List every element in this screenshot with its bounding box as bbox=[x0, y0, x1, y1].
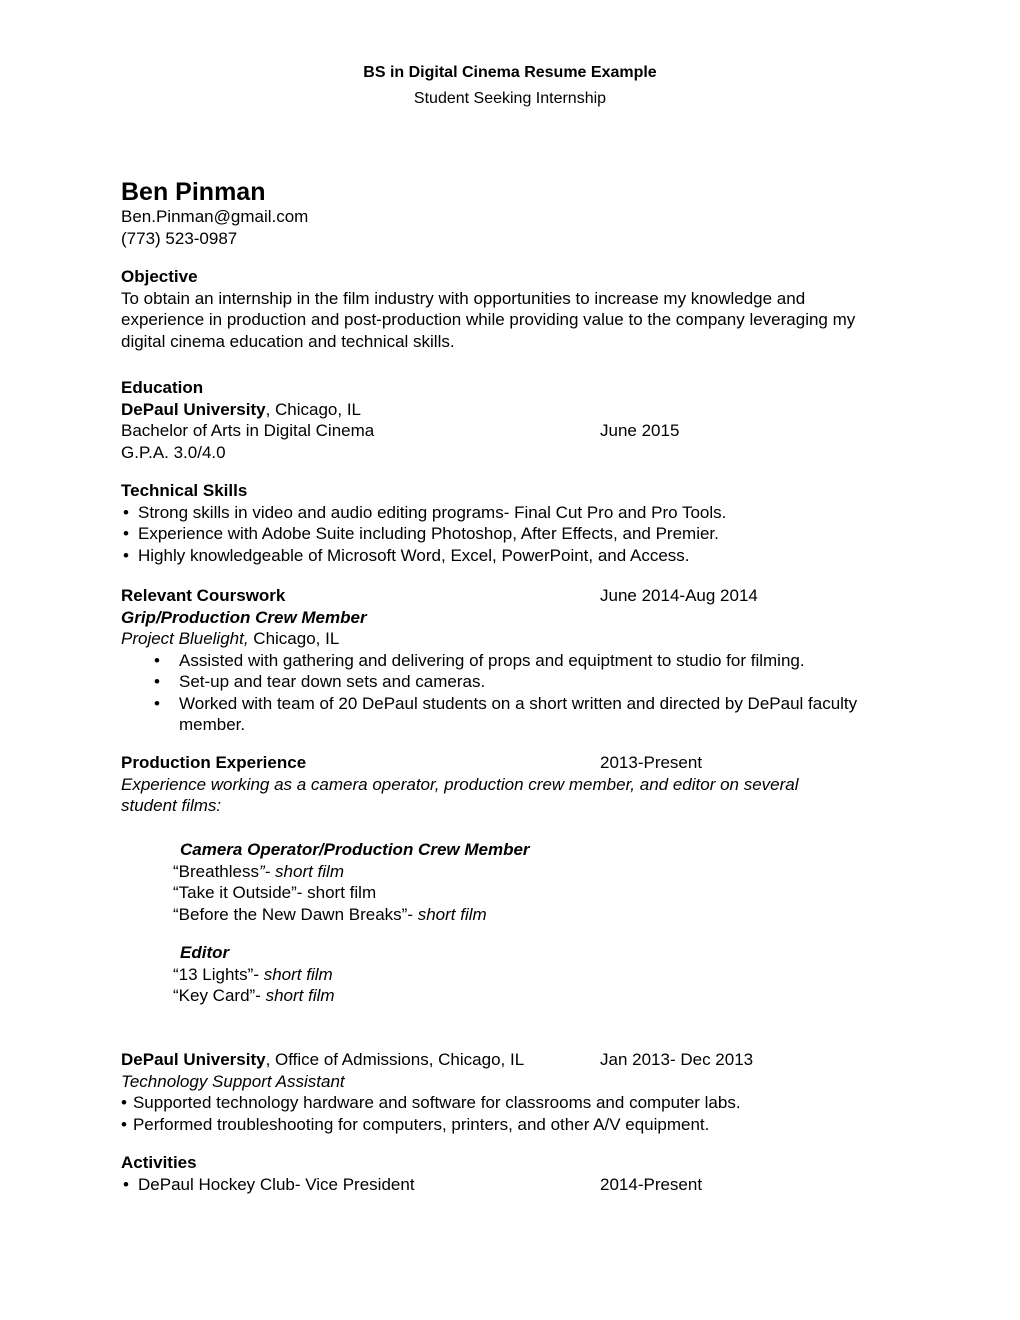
camera-role-title: Camera Operator/Production Crew Member bbox=[180, 840, 530, 859]
education-section bbox=[121, 377, 921, 463]
technical-skills-section bbox=[121, 480, 921, 566]
document-subtitle: Student Seeking Internship bbox=[413, 90, 607, 107]
bullet-icon: • bbox=[154, 693, 160, 713]
gpa-line: G.P.A. 3.0/4.0 bbox=[121, 442, 226, 462]
film-type: ”- short film bbox=[258, 861, 344, 881]
objective-text-line: digital cinema education and technical skills. bbox=[121, 331, 455, 351]
admissions-text: Supported technology hardware and software for classrooms and computer labs. bbox=[132, 1093, 741, 1112]
coursework-item-wrap: member. bbox=[179, 715, 246, 734]
admissions-job-section bbox=[121, 1049, 921, 1135]
skill-item bbox=[121, 502, 921, 524]
film-credit bbox=[173, 985, 800, 1007]
bullet-icon: • bbox=[123, 1174, 129, 1194]
activity-date: 2014-Present bbox=[600, 1174, 703, 1194]
production-experience-section bbox=[121, 752, 921, 817]
objective-section bbox=[121, 266, 921, 352]
activities-heading: Activities bbox=[121, 1153, 197, 1172]
film-credit bbox=[173, 964, 800, 986]
film-title: “Key Card”- bbox=[173, 986, 266, 1005]
coursework-role: Grip/Production Crew Member bbox=[121, 607, 367, 627]
camera-operator-credits bbox=[173, 839, 800, 925]
bullet-icon: • bbox=[123, 524, 129, 543]
admissions-role: Technology Support Assistant bbox=[121, 1071, 345, 1091]
skill-text: Highly knowledgeable of Microsoft Word, Excel, PowerPoint, and Access. bbox=[138, 545, 690, 565]
company-location: Chicago, IL bbox=[248, 629, 340, 648]
admissions-text: Performed troubleshooting for computers, printers, and other A/V equipment. bbox=[132, 1114, 710, 1134]
coursework-item bbox=[121, 671, 921, 693]
admissions-employer-line bbox=[121, 1049, 921, 1071]
bullet-icon: • bbox=[123, 502, 129, 522]
technical-skills-heading: Technical Skills bbox=[121, 481, 248, 500]
bullet-icon: • bbox=[121, 1093, 127, 1112]
employer-name: DePaul University bbox=[121, 1050, 266, 1069]
coursework-text: Set-up and tear down sets and cameras. bbox=[179, 672, 486, 691]
skill-item bbox=[121, 523, 921, 545]
film-title: “Breathless bbox=[173, 861, 259, 881]
objective-text-line: To obtain an internship in the film industry with opportunities to increase my knowledge and bbox=[121, 288, 806, 308]
bullet-icon: • bbox=[154, 650, 160, 670]
skill-text: Experience with Adobe Suite including Photoshop, After Effects, and Premier. bbox=[138, 524, 719, 543]
coursework-text: Worked with team of 20 DePaul students on a short written and directed by DePaul faculty bbox=[179, 693, 858, 713]
contact-phone: (773) 523-0987 bbox=[121, 228, 238, 248]
production-summary-line: Experience working as a camera operator, production crew member, and editor on several bbox=[121, 774, 799, 794]
coursework-section bbox=[121, 585, 921, 736]
production-heading: Production Experience bbox=[121, 753, 307, 772]
admissions-date: Jan 2013- Dec 2013 bbox=[600, 1050, 754, 1069]
degree-name: Bachelor of Arts in Digital Cinema bbox=[121, 421, 375, 440]
contact-section bbox=[121, 178, 308, 249]
education-school-line bbox=[121, 399, 921, 421]
candidate-name: Ben Pinman bbox=[121, 178, 266, 206]
activity-item bbox=[121, 1174, 921, 1196]
skill-item bbox=[121, 545, 921, 567]
film-type: short film bbox=[417, 904, 487, 924]
film-type: short film bbox=[263, 964, 333, 984]
contact-email: Ben.Pinman@gmail.com bbox=[121, 207, 309, 226]
coursework-item bbox=[121, 650, 921, 672]
film-title: “13 Lights”- bbox=[173, 964, 264, 984]
film-title: “Before the New Dawn Breaks”- bbox=[173, 904, 418, 924]
employer-rest: , Office of Admissions, Chicago, IL bbox=[265, 1050, 525, 1069]
school-name: DePaul University bbox=[121, 399, 266, 419]
company-name: Project Bluelight, bbox=[121, 629, 249, 648]
bullet-icon: • bbox=[123, 545, 129, 565]
admissions-item bbox=[121, 1092, 921, 1114]
education-heading: Education bbox=[121, 378, 204, 397]
objective-heading: Objective bbox=[121, 267, 198, 286]
document-header bbox=[0, 60, 1020, 112]
coursework-item bbox=[121, 693, 921, 715]
activity-text: DePaul Hockey Club- Vice President bbox=[138, 1174, 415, 1194]
bullet-icon: • bbox=[121, 1114, 127, 1134]
film-type: short film bbox=[265, 986, 335, 1005]
production-date: 2013-Present bbox=[600, 753, 703, 772]
film-credit bbox=[173, 904, 800, 926]
objective-text-line: experience in production and post-production while providing value to the company leveraging my bbox=[121, 310, 856, 329]
editor-role-title: Editor bbox=[180, 943, 230, 962]
coursework-date: June 2014-Aug 2014 bbox=[600, 586, 758, 605]
coursework-company-line bbox=[121, 628, 921, 650]
coursework-heading: Relevant Courswork bbox=[121, 586, 286, 605]
skill-text: Strong skills in video and audio editing programs- Final Cut Pro and Pro Tools. bbox=[138, 502, 727, 522]
document-title: BS in Digital Cinema Resume Example bbox=[363, 64, 657, 81]
film-title: “Take it Outside”- short film bbox=[173, 883, 377, 902]
admissions-item bbox=[121, 1114, 921, 1136]
coursework-text: Assisted with gathering and delivering of props and equiptment to studio for filming. bbox=[179, 650, 805, 670]
education-degree-line bbox=[121, 420, 921, 442]
editor-credits bbox=[173, 942, 800, 1007]
bullet-icon: • bbox=[154, 672, 160, 691]
activities-section bbox=[121, 1152, 921, 1195]
production-summary-line: student films: bbox=[121, 796, 222, 815]
film-credit bbox=[173, 861, 800, 883]
graduation-date: June 2015 bbox=[600, 421, 680, 440]
production-heading-line bbox=[121, 752, 921, 774]
school-location: , Chicago, IL bbox=[265, 399, 362, 419]
film-credit bbox=[173, 882, 800, 904]
coursework-heading-line bbox=[121, 585, 921, 607]
